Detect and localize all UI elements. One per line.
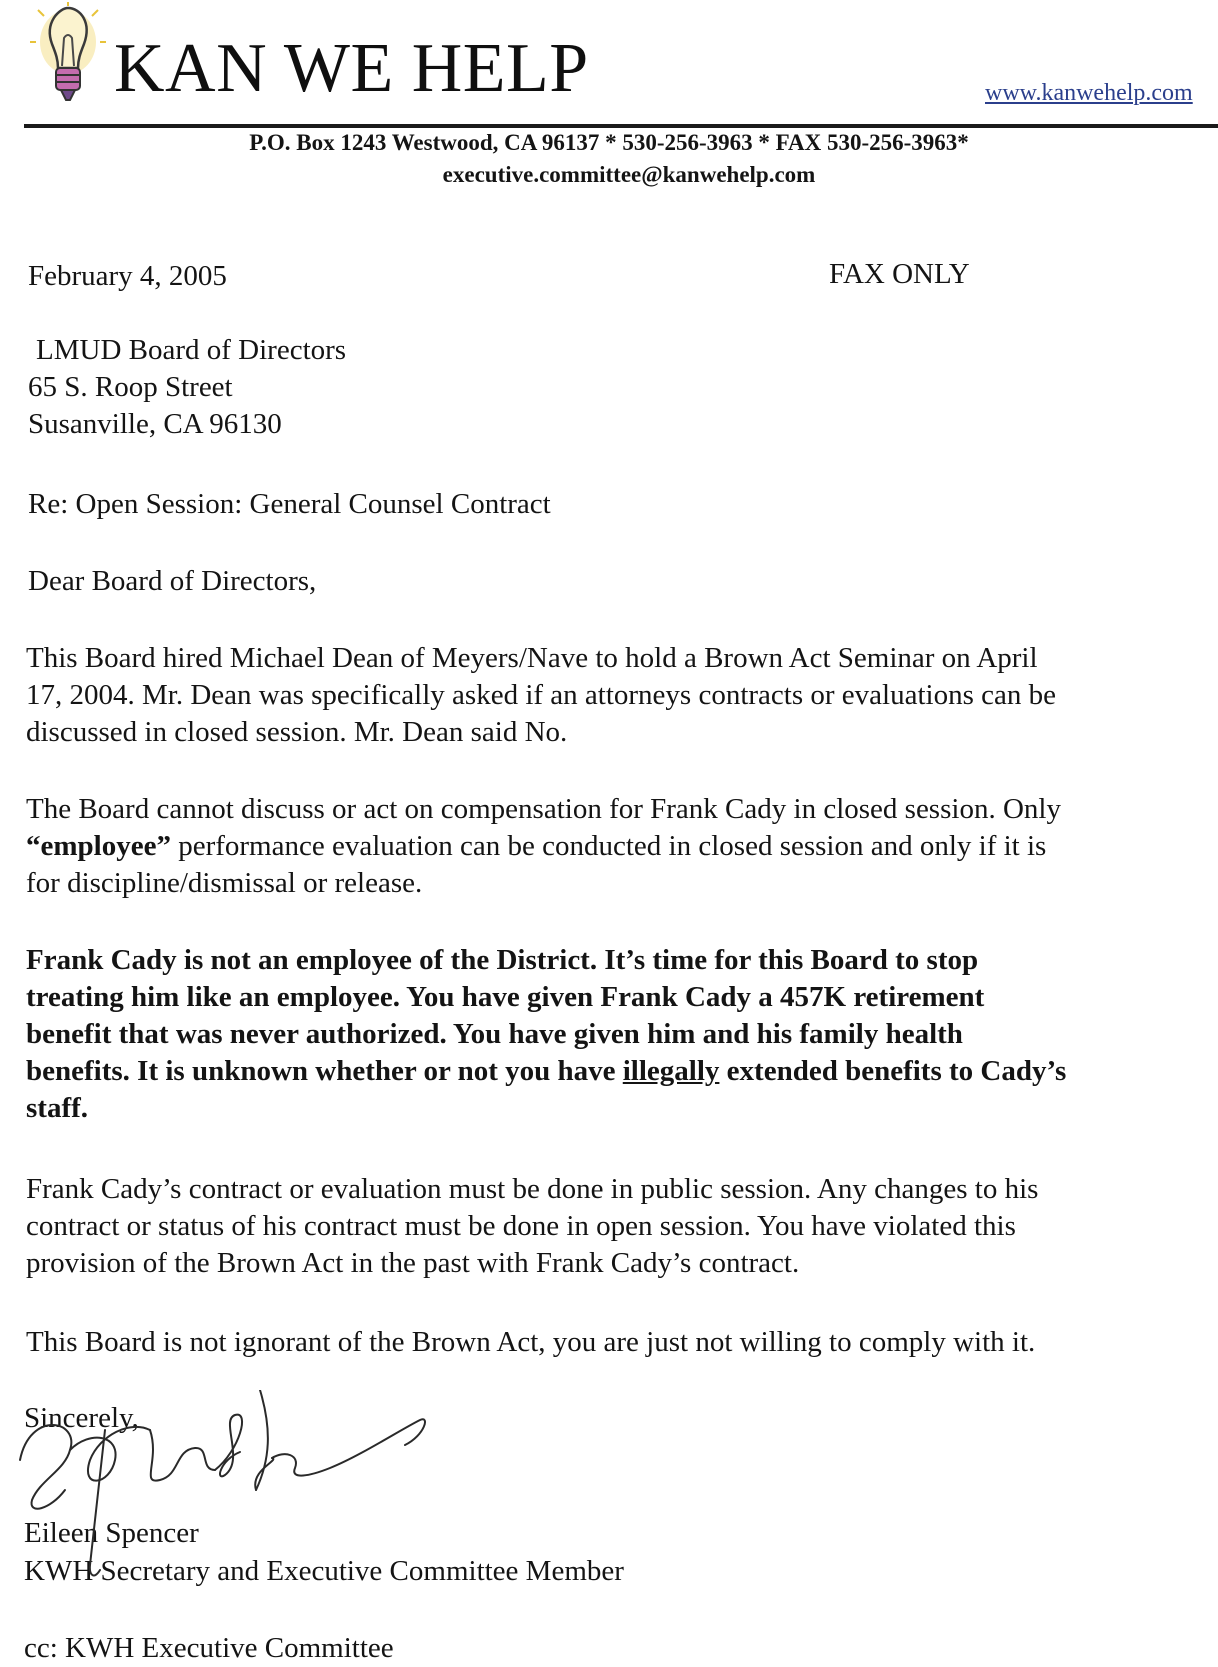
paragraph-line: contract or status of his contract must be done in open session. You have violated this — [26, 1210, 1016, 1242]
paragraph-public-session — [26, 1171, 1218, 1282]
paragraph-line: Frank Cady’s contract or evaluation must be done in public session. Any changes to his — [26, 1173, 1039, 1205]
paragraph-line: provision of the Brown Act in the past with Frank Cady’s contract. — [26, 1247, 800, 1279]
email-address[interactable]: executive.committee@kanwehelp.com — [442, 162, 816, 187]
paragraph-line — [26, 1053, 1218, 1090]
paragraph-line: This Board is not ignorant of the Brown Act, you are just not willing to comply with it. — [26, 1326, 1036, 1358]
emphasis-employee: “employee” — [26, 830, 171, 862]
header-divider — [24, 124, 1218, 128]
paragraph-conclusion — [26, 1324, 1218, 1361]
salutation: Dear Board of Directors, — [28, 565, 317, 597]
signer-name: Eileen Spencer — [24, 1517, 199, 1549]
paragraph-line-end: extended benefits to Cady’s — [719, 1055, 1067, 1087]
paragraph-closed-session — [26, 791, 1218, 902]
underlined-illegally: illegally — [622, 1055, 720, 1087]
paragraph-line: staff. — [26, 1092, 89, 1124]
paragraph-seminar — [26, 640, 1218, 751]
paragraph-line: 17, 2004. Mr. Dean was specifically asked if an attorneys contracts or evaluations can be — [26, 679, 1056, 711]
delivery-note: FAX ONLY — [829, 258, 970, 290]
organization-name: KAN WE HELP — [114, 30, 589, 107]
handwritten-signature — [10, 1390, 450, 1600]
recipient-line: 65 S. Roop Street — [28, 371, 233, 403]
paragraph-line: benefit that was never authorized. You have given him and his family health — [26, 1018, 963, 1050]
address-line: P.O. Box 1243 Westwood, CA 96137 * 530-256-3963 * FAX 530-256-3963* — [249, 130, 969, 155]
signer-title: KWH Secretary and Executive Committee Member — [24, 1555, 624, 1587]
subject-line: Re: Open Session: General Counsel Contract — [28, 488, 551, 520]
paragraph-line: for discipline/dismissal or release. — [26, 867, 423, 899]
paragraph-line-start: benefits. It is unknown whether or not you have — [26, 1055, 623, 1087]
paragraph-line-rest: performance evaluation can be conducted in closed session and only if it is — [170, 830, 1047, 862]
website-link[interactable]: www.kanwehelp.com — [985, 80, 1193, 106]
paragraph-line: This Board hired Michael Dean of Meyers/Nave to hold a Brown Act Seminar on April — [26, 642, 1038, 674]
cc-line: cc: KWH Executive Committee — [24, 1632, 394, 1664]
paragraph-line — [26, 828, 1218, 865]
recipient-address — [28, 332, 346, 443]
paragraph-line: treating him like an employee. You have given Frank Cady a 457K retirement — [26, 981, 985, 1013]
recipient-line: LMUD Board of Directors — [36, 334, 347, 366]
paragraph-benefits-bold — [26, 942, 1218, 1127]
recipient-line: Susanville, CA 96130 — [28, 408, 282, 440]
paragraph-line: The Board cannot discuss or act on compensation for Frank Cady in closed session. Only — [26, 793, 1061, 825]
closing: Sincerely, — [24, 1402, 139, 1434]
lightbulb-icon — [30, 2, 106, 110]
paragraph-line: Frank Cady is not an employee of the District. It’s time for this Board to stop — [26, 944, 979, 976]
letter-date: February 4, 2005 — [28, 260, 227, 292]
paragraph-line: discussed in closed session. Mr. Dean said No. — [26, 716, 568, 748]
